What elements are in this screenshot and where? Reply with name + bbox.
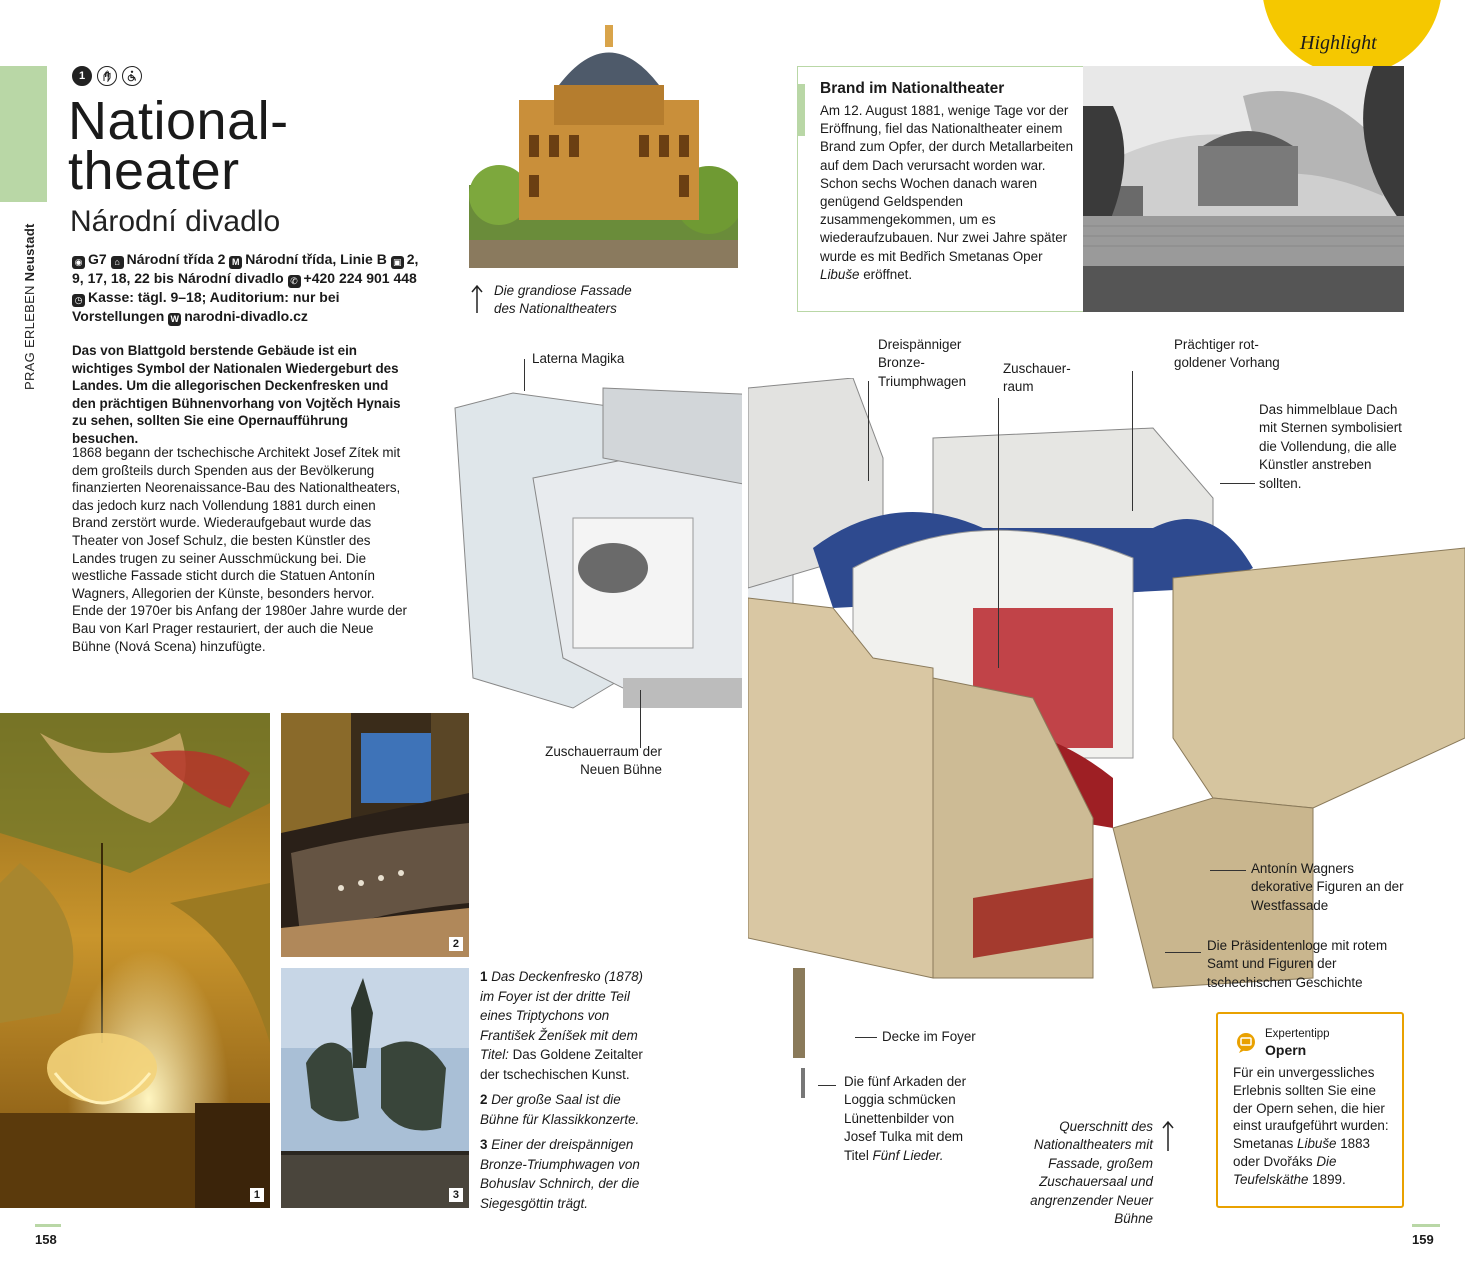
label-wagner: Antonín Wagners dekorative Figuren an der Westfassade: [1251, 861, 1404, 913]
caption-2-text: Der große Saal ist die Bühne für Klassikkonzerte.: [480, 1092, 640, 1127]
body-paragraph: 1868 begann der tschechische Architekt Josef Zítek mit dem großteils durch Spenden aus der Bevölkerung finanzierten Neorenaissance-Bau des Nationaltheaters, das jedoch kurz nach Vollendung 1881 durch einen Brand zerstört wurde. Wiederaufgebaut wurde das Theater von Josef Schulz, die besten Künstler des Landes trugen zu seiner Ausschmückung bei. Die westliche Fassade sticht durch die Statuen Antonín Wagners, Allegorien der Künste, besonders hervor. Ende der 1970er bis Anfang der 1980er Jahre wurde der Bau von Karl Prager restauriert, der auch die Neue Bühne (Nová Scena) hinzufügte.: [72, 445, 407, 654]
address: Národní třída 2: [126, 251, 226, 267]
leader-dach: [1220, 483, 1255, 484]
leader-neue-buehne: [640, 690, 641, 748]
hours: Kasse: tägl. 9–18; Auditorium: nur bei Vorstellungen: [72, 289, 340, 324]
title-line-2: theater: [68, 141, 240, 201]
phone-icon: ✆: [288, 275, 301, 288]
hand-icon: [97, 66, 117, 86]
label-dach: Das himmelblaue Dach mit Sternen symbolisiert die Vollendung, die alle Künstler anstreben sollten.: [1259, 402, 1402, 491]
phone: +420 224 901 448: [303, 270, 417, 286]
photo-badge-3: 3: [449, 1188, 463, 1202]
caption-2-number: 2: [480, 1092, 488, 1107]
page-number-right: 159: [1412, 1232, 1434, 1247]
brand-title: Brand im Nationaltheater: [820, 80, 1005, 97]
caption-1-number: 1: [480, 969, 488, 984]
title-line-1: National-: [68, 91, 289, 151]
house-icon: ⌂: [111, 256, 124, 269]
label-decke-foyer: Decke im Foyer: [882, 1029, 976, 1044]
page-subtitle: Národní divadlo: [70, 205, 281, 238]
district-name: Neustadt: [22, 223, 37, 282]
tip-text: [1233, 1064, 1393, 1189]
page-rule-right: [1412, 1224, 1440, 1227]
label-neue-buehne: Zuschauerraum der Neuen Bühne: [545, 744, 662, 778]
icon-row: [72, 66, 142, 86]
tip-opera-1: Libuše: [1297, 1136, 1337, 1152]
caption-1-title: Das Goldene Zeitalter der tschechischen Kunst.: [480, 1047, 643, 1082]
section-name: PRAG ERLEBEN: [22, 285, 37, 390]
leader-wagner: [1210, 870, 1246, 871]
tip-text-end: 1899.: [1308, 1171, 1346, 1187]
tram: 2, 9, 17, 18, 22 bis Národní divadlo: [72, 251, 419, 286]
page-title: [68, 91, 448, 201]
label-arkaden-text: Die fünf Arkaden der Loggia schmücken Lünettenbilder von Josef Tulka mit dem Titel: [844, 1074, 967, 1163]
leader-zuschauer: [998, 398, 999, 668]
photo-badge-2: 2: [449, 937, 463, 951]
photo-bronze-chariot: [281, 968, 469, 1208]
facts-block: [72, 250, 427, 326]
photo-concert-hall: [281, 713, 469, 957]
web-icon: W: [168, 313, 181, 326]
leader-triumph: [868, 381, 869, 481]
leader-decke: [855, 1037, 877, 1038]
tip-text-mid: 1883 oder Dvořáks: [1233, 1136, 1370, 1169]
photo-foyer-ceiling: [0, 713, 270, 1208]
lead-paragraph: Das von Blattgold berstende Gebäude ist ein wichtiges Symbol der Nationalen Wiedergeburt des Landes. Um die allegorischen Deckenfresken und den prächtigen Bühnenvorhang von Vojtěch Hynais zu sehen, sollten Sie eine Opernaufführung besuchen.: [72, 343, 401, 446]
tip-title: Opern: [1265, 1042, 1307, 1058]
arrow-up-icon: [476, 284, 478, 312]
tip-opera-2: Die Teufelskäthe: [1233, 1153, 1337, 1187]
clock-icon: ◷: [72, 294, 85, 307]
brand-opera: Libuše: [820, 266, 860, 282]
brand-accent-bar: [797, 84, 805, 136]
arrow-up-icon-2: [1161, 1120, 1175, 1157]
page-rule-left: [35, 1224, 61, 1227]
caption-3-number: 3: [480, 1137, 488, 1152]
tip-kicker: Expertentipp: [1265, 1028, 1330, 1040]
photo-fire-engraving: [1083, 66, 1404, 312]
metro-icon: M: [229, 256, 242, 269]
wheelchair-icon: [122, 66, 142, 86]
metro: Národní třída, Linie B: [245, 251, 387, 267]
label-arkaden: [844, 1073, 969, 1165]
tram-icon: ▣: [391, 256, 404, 269]
highlight-label: Highlight: [1300, 32, 1377, 54]
map-pin-icon: ◉: [72, 256, 85, 269]
number-icon: 1: [72, 66, 92, 86]
section-color-bar: [0, 66, 47, 202]
map-ref: G7: [88, 251, 107, 267]
leader-praesident: [1165, 952, 1201, 953]
speech-bubble-icon: [1235, 1033, 1257, 1053]
caption-3-text: Einer der dreispännigen Bronze-Triumphwagen von Bohuslav Schnirch, der die Siegesgöttin trägt.: [480, 1137, 640, 1211]
photo-badge-1: 1: [250, 1188, 264, 1202]
leader-vorhang: [1132, 371, 1133, 511]
section-label: [22, 223, 37, 390]
caption-3: [480, 1135, 655, 1213]
facade-caption: Die grandiose Fassade des Nationaltheaters: [494, 283, 632, 316]
brand-text-main: Am 12. August 1881, wenige Tage vor der Eröffnung, fiel das Nationaltheater einem Brand zum Opfer, der durch Metallarbeiten auf dem Dach verursacht worden war. Schon sechs Wochen danach waren genügend Geldspenden zusammengekommen, um es wiederaufzubauen. Nur zwei Jahre später wurde es mit Bedřich Smetanas Oper: [820, 103, 1074, 264]
label-praesidentenloge: Die Präsidentenloge mit rotem Samt und Figuren der tschechischen Geschichte: [1207, 938, 1388, 990]
tip-text-main: Für ein unvergessliches Erlebnis sollten Sie eine der Opern sehen, die hier einst uraufgeführt wurden: Smetanas: [1233, 1065, 1389, 1152]
label-zuschauerraum: Zuschauer-raum: [1003, 361, 1071, 395]
label-arkaden-title: Fünf Lieder.: [872, 1147, 944, 1163]
label-triumph: Dreispänniger Bronze-Triumphwagen: [878, 337, 967, 389]
label-laterna-magika: Laterna Magika: [532, 351, 625, 366]
caption-1-text: Das Deckenfresko (1878) im Foyer ist der dritte Teil eines Triptychons von František Ženíšek mit dem Titel:: [480, 969, 644, 1062]
leader-arkaden: [818, 1085, 836, 1086]
cross-section-caption: Querschnitt des Nationaltheaters mit Fassade, großem Zuschauersaal und angrenzender Neuer Bühne: [1030, 1119, 1153, 1227]
brand-text: [820, 102, 1075, 284]
brand-text-end: eröffnet.: [859, 266, 913, 282]
photo-facade: [469, 0, 738, 268]
website-link[interactable]: narodni-divadlo.cz: [184, 308, 308, 324]
label-vorhang: Prächtiger rot-goldener Vorhang: [1174, 337, 1280, 371]
leader-laterna: [524, 359, 525, 391]
page-number-left: 158: [35, 1232, 57, 1247]
